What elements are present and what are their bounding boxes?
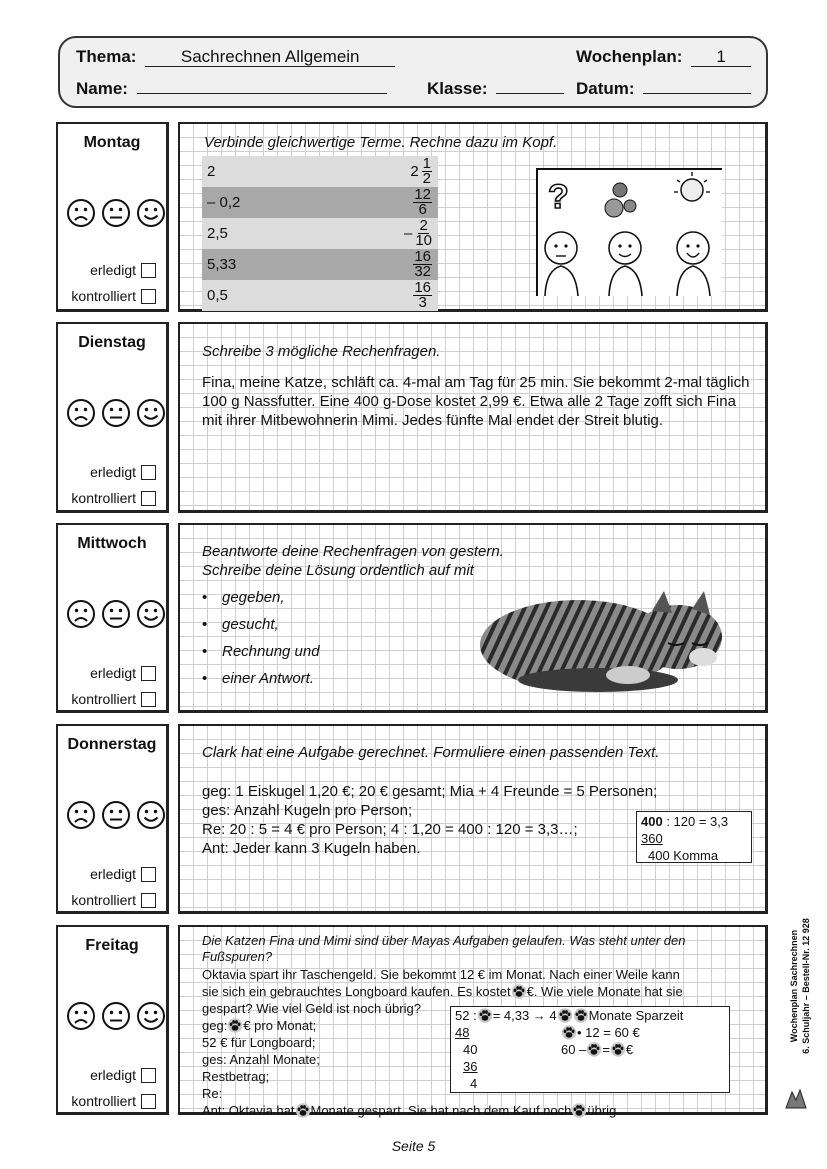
fraction-num: 16 <box>414 279 431 296</box>
calc-row <box>455 1008 683 1024</box>
fraction-num: 12 <box>414 186 431 203</box>
answer-fragment: Ant: Oktavia hat <box>202 1103 295 1118</box>
solution-lines <box>202 782 657 858</box>
list-item: • einer Antwort. <box>202 670 320 697</box>
given-fragment: € pro Monat; <box>243 1018 317 1033</box>
calc-row <box>561 1025 640 1041</box>
name-field[interactable] <box>137 76 387 94</box>
name-row <box>76 76 387 99</box>
mood-faces <box>66 398 166 428</box>
klasse-row <box>427 76 564 99</box>
story-line: gespart? Wie viel Geld ist noch übrig? <box>202 1001 421 1016</box>
story-fragment: sie sich ein gebrauchtes Longboard kaufen. Es kostet <box>202 984 511 999</box>
task-instruction: Verbinde gleichwertige Terme. Rechne dazu im Kopf. <box>204 134 558 151</box>
story-text: Fina, meine Katze, schläft ca. 4-mal am Tag für 25 min. Sie bekommt 2-mal täglich 100 g Nassfutter. Eine 400 g-Dose kostet 2,99 €. Etwa alle 2 Tage zofft sich Fina mit ihrer Mitbewohnerin Mimi. Jedes fünfte Mal endet der Streit blutig. <box>202 374 750 429</box>
thema-row <box>76 47 395 67</box>
calc-fragment: • 12 = 60 € <box>577 1025 640 1040</box>
paw-print-icon <box>227 1018 243 1033</box>
term-table <box>202 156 438 311</box>
sad-face-icon[interactable] <box>66 398 96 428</box>
neutral-face-icon[interactable] <box>101 1001 131 1031</box>
datum-row <box>576 76 751 99</box>
neutral-face-icon[interactable] <box>101 599 131 629</box>
kontrolliert-row[interactable] <box>71 1093 156 1109</box>
task-panel-dienstag <box>178 322 768 513</box>
wochenplan-row <box>576 47 751 67</box>
term-row[interactable] <box>202 156 438 187</box>
erledigt-row[interactable] <box>90 1067 156 1083</box>
kontrolliert-checkbox[interactable] <box>141 692 156 707</box>
calc-fragment: 36 <box>463 1059 478 1074</box>
day-title: Donnerstag <box>67 736 157 753</box>
publisher-side-info <box>780 870 820 1110</box>
paw-print-icon <box>571 1103 587 1118</box>
calc-fragment: 40 <box>463 1042 478 1057</box>
mood-faces <box>66 800 166 830</box>
happy-face-icon[interactable] <box>136 398 166 428</box>
kontrolliert-row[interactable] <box>71 490 156 506</box>
term-right <box>413 281 432 310</box>
division-subtract: 360 <box>641 831 663 846</box>
klasse-field[interactable] <box>496 76 564 94</box>
term-left: 2 <box>207 163 216 180</box>
task-instruction: Schreibe 3 mögliche Rechenfragen. <box>202 343 441 360</box>
day-card-montag <box>56 122 169 312</box>
klasse-label: Klasse: <box>427 79 488 98</box>
task-instruction-2: Schreibe deine Lösung ordentlich auf mit <box>202 562 474 579</box>
list-item: • gesucht, <box>202 616 320 643</box>
list-item: • Rechnung und <box>202 643 320 670</box>
fraction-num: 2 <box>419 217 428 234</box>
division-dividend: 400 <box>641 814 663 829</box>
happy-face-icon[interactable] <box>136 198 166 228</box>
calc-fragment: 48 <box>455 1025 470 1040</box>
sad-face-icon[interactable] <box>66 800 96 830</box>
happy-face-icon[interactable] <box>136 599 166 629</box>
name-label: Name: <box>76 79 128 98</box>
happy-face-icon[interactable] <box>136 800 166 830</box>
paw-print-icon <box>610 1042 626 1057</box>
calc-fragment: 60 – <box>561 1042 587 1057</box>
term-row[interactable] <box>202 280 438 311</box>
sad-face-icon[interactable] <box>66 1001 96 1031</box>
erledigt-row[interactable] <box>90 866 156 882</box>
fraction-whole: 2 <box>410 163 419 180</box>
kontrolliert-row[interactable] <box>71 691 156 707</box>
task-panel-donnerstag <box>178 724 768 914</box>
mood-faces <box>66 599 166 629</box>
calc-row <box>561 1042 633 1058</box>
fraction-num: 1 <box>422 155 431 172</box>
paw-print-icon <box>557 1008 573 1023</box>
solution-steps-list <box>202 589 320 697</box>
kontrolliert-label: kontrolliert <box>71 892 136 908</box>
day-card-freitag <box>56 925 169 1115</box>
term-left: 2,5 <box>207 225 228 242</box>
day-title: Dienstag <box>78 334 146 351</box>
page-footer: Seite 5 <box>391 1138 436 1154</box>
kontrolliert-checkbox[interactable] <box>141 491 156 506</box>
story-fragment: €. Wie viele Monate hat sie <box>526 984 683 999</box>
paw-print-icon <box>511 984 527 999</box>
wanted-line: ges: Anzahl Kugeln pro Person; <box>202 802 413 819</box>
calc-fragment: Monate Sparzeit <box>588 1008 684 1023</box>
task-panel-mittwoch <box>178 523 768 713</box>
calc-fragment: = <box>602 1042 610 1057</box>
publisher-logo <box>782 1086 810 1110</box>
erledigt-checkbox[interactable] <box>141 666 156 681</box>
fraction-den: 32 <box>414 263 431 280</box>
erledigt-checkbox[interactable] <box>141 867 156 882</box>
division-box <box>636 811 752 863</box>
fraction-num: 16 <box>414 248 431 265</box>
answer-fragment: Monate gespart. Sie hat nach dem Kauf noch <box>310 1103 572 1118</box>
term-left: 5,33 <box>207 256 237 273</box>
calculation-box <box>450 1006 730 1093</box>
erledigt-label: erledigt <box>90 1067 136 1083</box>
kontrolliert-label: kontrolliert <box>71 288 136 304</box>
term-right <box>410 157 432 186</box>
answer-line: Ant: Jeder kann 3 Kugeln haben. <box>202 840 421 857</box>
mood-faces <box>66 1001 166 1031</box>
kontrolliert-row[interactable] <box>71 288 156 304</box>
term-right <box>413 188 432 217</box>
erledigt-label: erledigt <box>90 262 136 278</box>
happy-face-icon[interactable] <box>136 1001 166 1031</box>
thema-label: Thema: <box>76 47 137 66</box>
term-left: – 0,2 <box>207 194 241 211</box>
fraction-den: 10 <box>415 232 432 249</box>
neutral-face-icon[interactable] <box>101 198 131 228</box>
erledigt-row[interactable] <box>90 464 156 480</box>
term-row[interactable] <box>202 249 438 280</box>
story-line: Oktavia spart ihr Taschengeld. Sie bekommt 12 € im Monat. Nach einer Weile kann <box>202 967 680 982</box>
task-panel-montag <box>178 122 768 312</box>
header-box <box>58 36 768 108</box>
paw-print-icon <box>561 1025 577 1040</box>
thema-field[interactable]: Sachrechnen Allgemein <box>145 49 395 67</box>
division-rest: : 120 = 3,3 <box>662 814 729 829</box>
term-row[interactable] <box>202 218 438 249</box>
given-line: geg: 1 Eiskugel 1,20 €; 20 € gesamt; Mia + 4 Freunde = 5 Personen; <box>202 783 658 800</box>
task-instruction: Die Katzen Fina und Mimi sind über Mayas Aufgaben gelaufen. Was steht unter den Fußspuren? <box>202 933 686 964</box>
sad-face-icon[interactable] <box>66 599 96 629</box>
sleeping-cat-photo <box>478 585 730 695</box>
kontrolliert-label: kontrolliert <box>71 1093 136 1109</box>
task-instruction: Beantworte deine Rechenfragen von gestern. <box>202 543 504 560</box>
given-line: 52 € für Longboard; <box>202 1035 316 1050</box>
day-title: Mittwoch <box>77 535 147 552</box>
calc-line: Re: 20 : 5 = 4 € pro Person; 4 : 1,20 = 400 : 120 = 3,3…; <box>202 821 578 838</box>
erledigt-checkbox[interactable] <box>141 263 156 278</box>
task-instruction: Clark hat eine Aufgabe gerechnet. Formuliere einen passenden Text. <box>202 744 660 761</box>
day-card-dienstag <box>56 322 169 513</box>
paw-print-icon <box>573 1008 589 1023</box>
erledigt-checkbox[interactable] <box>141 1068 156 1083</box>
wanted-line: ges: Anzahl Monate; <box>202 1052 320 1067</box>
kontrolliert-label: kontrolliert <box>71 490 136 506</box>
given-label: geg: <box>202 1018 228 1033</box>
thinking-kids-illustration <box>536 168 722 296</box>
paw-print-icon <box>295 1103 311 1118</box>
kontrolliert-checkbox[interactable] <box>141 289 156 304</box>
term-left: 0,5 <box>207 287 228 304</box>
kontrolliert-label: kontrolliert <box>71 691 136 707</box>
erledigt-row[interactable] <box>90 665 156 681</box>
kontrolliert-checkbox[interactable] <box>141 893 156 908</box>
term-row[interactable] <box>202 187 438 218</box>
term-right <box>413 250 432 279</box>
wochenplan-field[interactable]: 1 <box>691 49 751 67</box>
side-text-line: Wochenplan Sachrechnen <box>789 929 799 1043</box>
fraction-den: 3 <box>418 294 427 311</box>
answer-line <box>202 1102 762 1119</box>
paw-print-icon <box>586 1042 602 1057</box>
list-item: • gegeben, <box>202 589 320 616</box>
erledigt-checkbox[interactable] <box>141 465 156 480</box>
day-title: Freitag <box>85 937 139 954</box>
wanted-line: Restbetrag; <box>202 1069 270 1084</box>
answer-fragment: übrig. <box>587 1103 620 1118</box>
day-title: Montag <box>83 134 141 151</box>
story-line <box>202 983 762 1000</box>
day-card-donnerstag <box>56 724 169 914</box>
erledigt-label: erledigt <box>90 665 136 681</box>
calc-fragment: = 4,33 → 4 <box>492 1008 557 1023</box>
calc-fragment: € <box>625 1042 634 1057</box>
term-right <box>404 219 432 248</box>
fraction-den: 6 <box>418 201 427 218</box>
wochenplan-label: Wochenplan: <box>576 47 683 66</box>
datum-label: Datum: <box>576 79 635 98</box>
erledigt-label: erledigt <box>90 866 136 882</box>
task-panel-freitag <box>178 925 768 1118</box>
calc-line: Re: <box>202 1086 223 1101</box>
erledigt-row[interactable] <box>90 262 156 278</box>
sad-face-icon[interactable] <box>66 198 96 228</box>
kontrolliert-row[interactable] <box>71 892 156 908</box>
side-text <box>788 866 812 1106</box>
neutral-face-icon[interactable] <box>101 800 131 830</box>
paw-print-icon <box>477 1008 493 1023</box>
fraction-sign: – <box>403 225 413 242</box>
mood-faces <box>66 198 166 228</box>
calc-fragment: 52 : <box>455 1008 477 1023</box>
kontrolliert-checkbox[interactable] <box>141 1094 156 1109</box>
neutral-face-icon[interactable] <box>101 398 131 428</box>
svg-text:?: ? <box>548 178 569 216</box>
calc-fragment: 4 <box>470 1076 478 1091</box>
erledigt-label: erledigt <box>90 464 136 480</box>
datum-field[interactable] <box>643 76 751 94</box>
side-text-line: 6. Schuljahr – Bestell-Nr. 12 928 <box>801 918 811 1054</box>
fraction-den: 2 <box>422 170 431 187</box>
division-remainder: 400 Komma <box>648 848 719 863</box>
day-card-mittwoch <box>56 523 169 713</box>
